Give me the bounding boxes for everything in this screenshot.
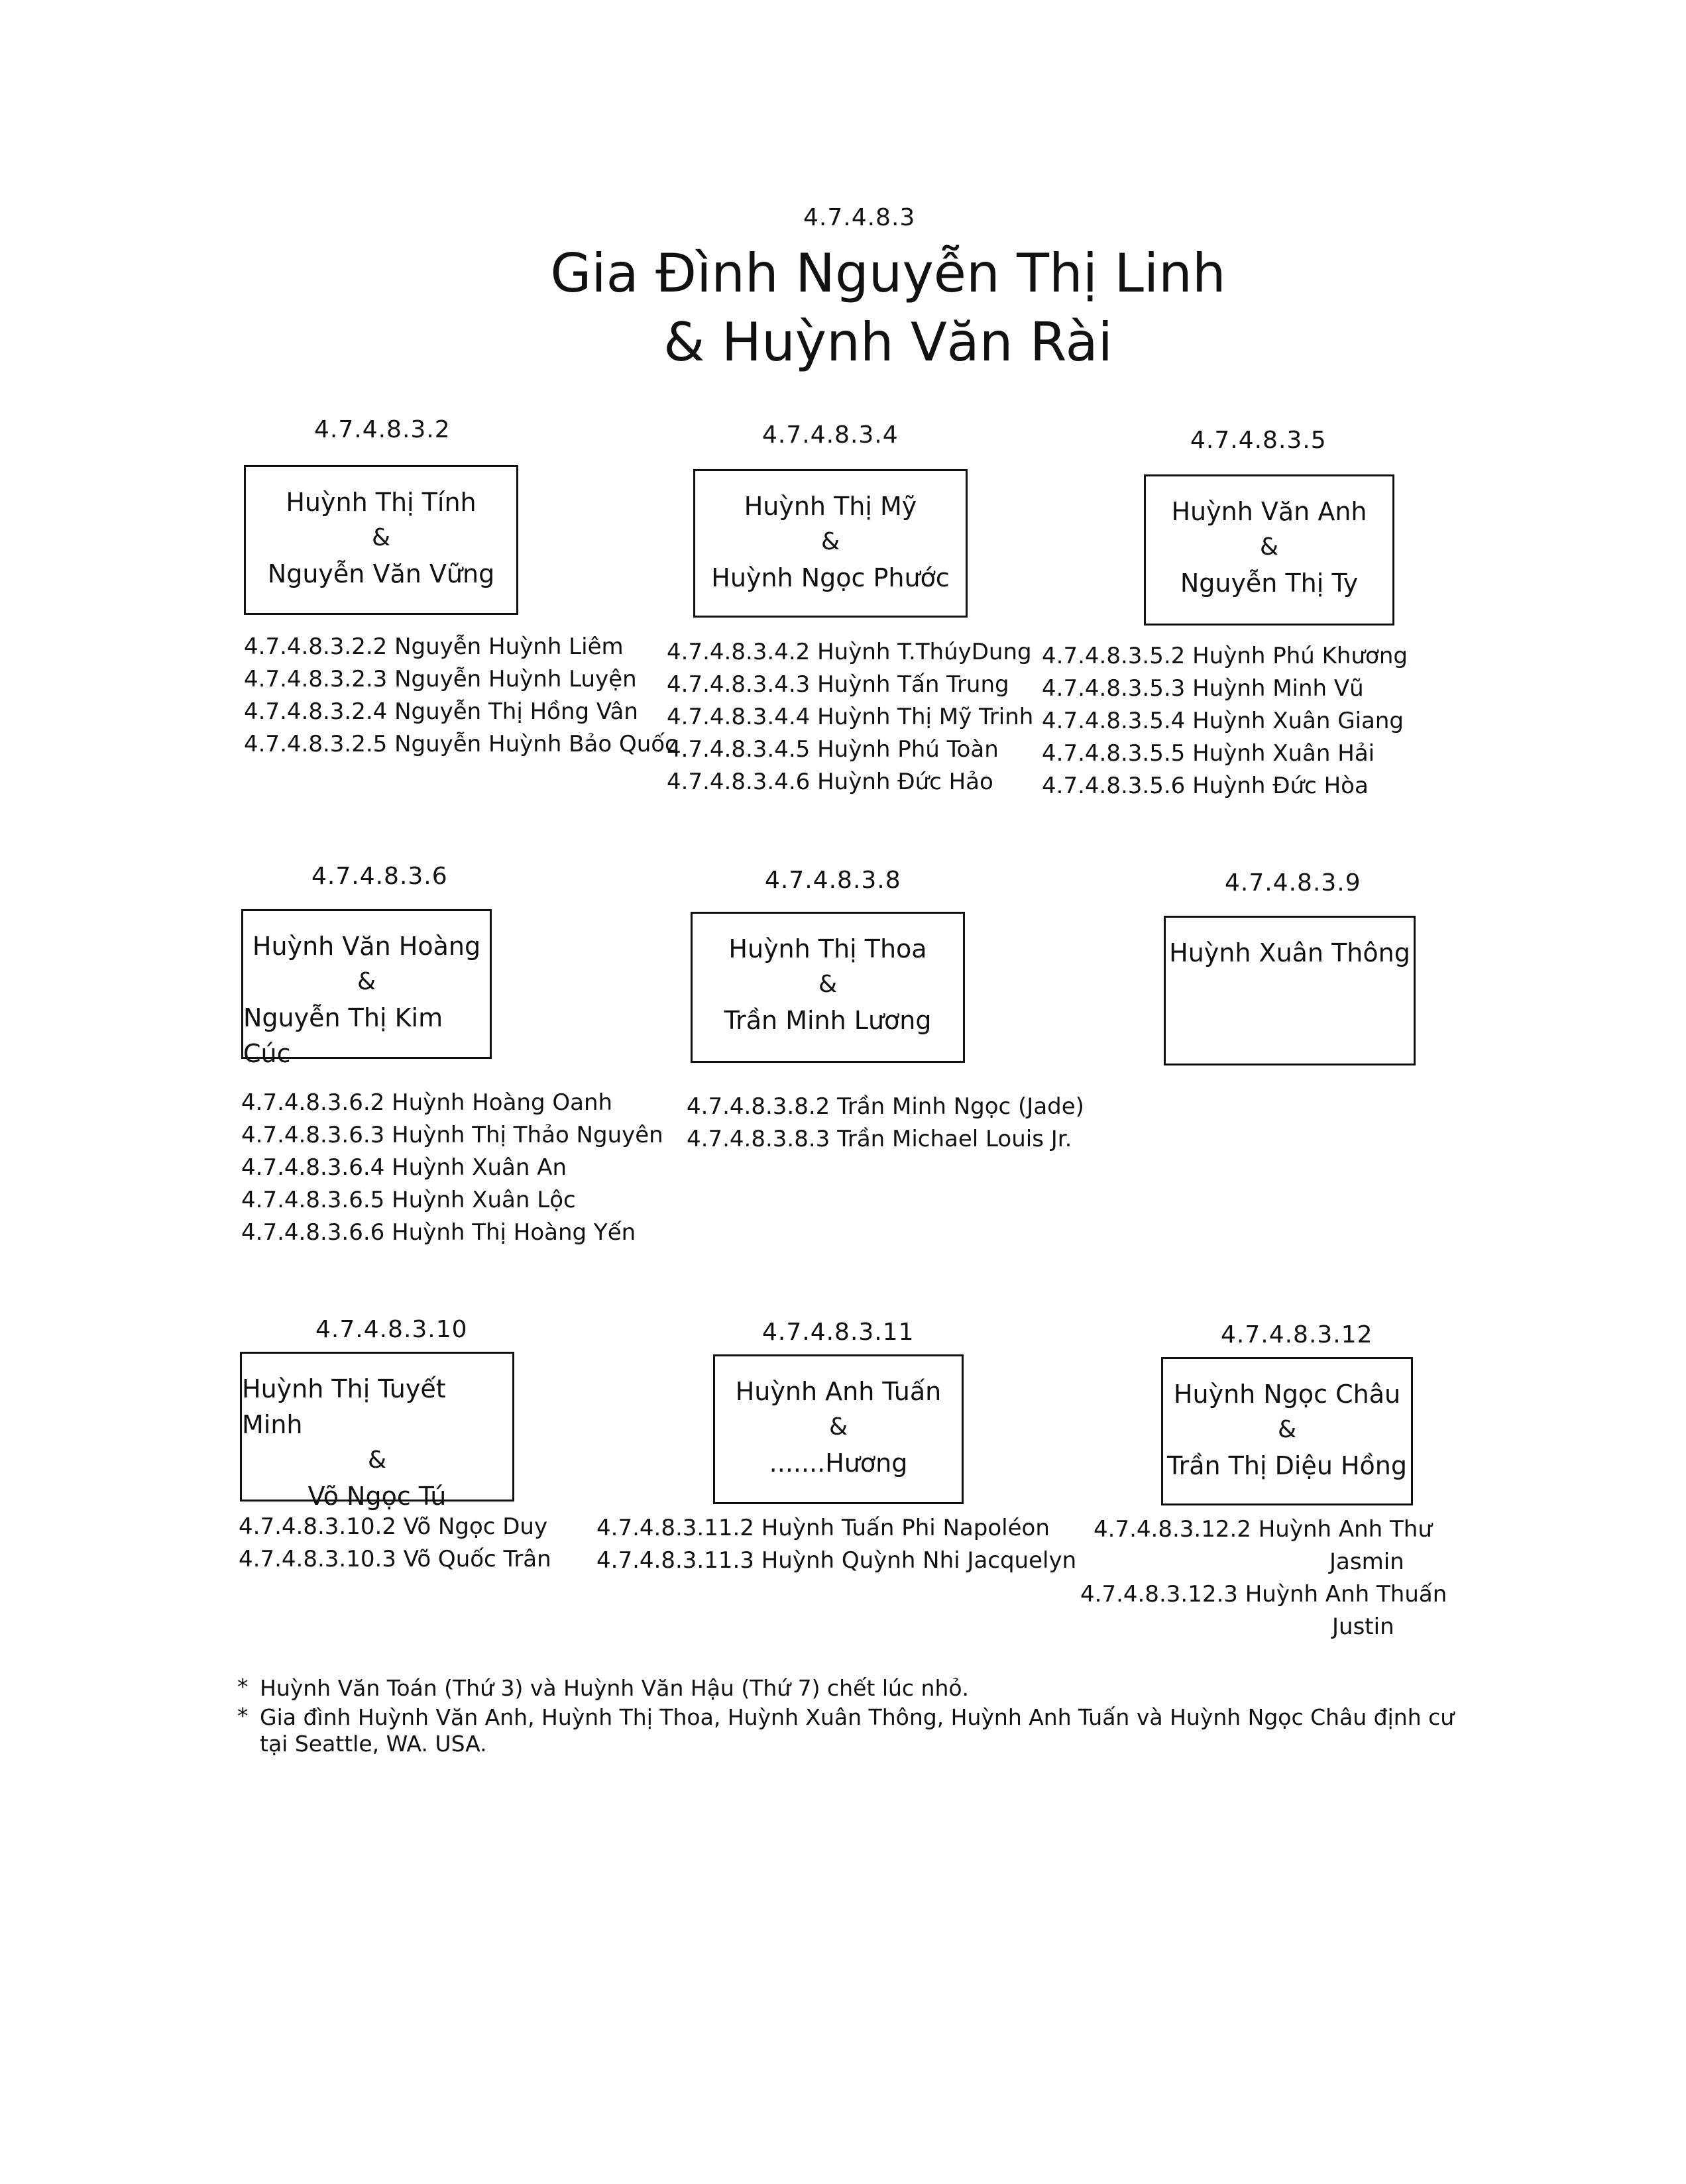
- family-box: [240, 1352, 514, 1511]
- spouse-name: Huỳnh Thị Tuyết Minh: [242, 1374, 446, 1439]
- child-entry: 4.7.4.8.3.12.3 Huỳnh Anh Thuấn: [1080, 1581, 1447, 1608]
- family-box: [241, 909, 492, 1068]
- ampersand: &: [1277, 1416, 1297, 1443]
- family-code: 4.7.4.8.3.11: [762, 1319, 915, 1346]
- ampersand: &: [828, 1413, 848, 1441]
- footnotes: [237, 1675, 1470, 1760]
- family-code: 4.7.4.8.3.6: [311, 863, 448, 890]
- family-box: [244, 465, 518, 615]
- spouse-name: Trần Minh Lương: [724, 1006, 932, 1035]
- spouse-name: Võ Ngọc Tú: [308, 1482, 447, 1511]
- bullet-asterisk: *: [237, 1703, 249, 1729]
- spouse-name: Nguyễn Thị Kim Cúc: [243, 1003, 443, 1068]
- page-title-line2: & Huỳnh Văn Rài: [663, 311, 1113, 373]
- spouse-name: Huỳnh Thị Tính: [286, 488, 477, 517]
- family-box: [693, 469, 968, 618]
- child-entry: 4.7.4.8.3.11.3 Huỳnh Quỳnh Nhi Jacquelyn: [596, 1547, 1077, 1574]
- family-box: [1161, 1357, 1413, 1505]
- spouse-name: Huỳnh Xuân Thông: [1169, 938, 1410, 967]
- child-entry: 4.7.4.8.3.4.3 Huỳnh Tấn Trung: [667, 671, 1009, 698]
- children-list: [244, 631, 677, 761]
- family-code: 4.7.4.8.3.2: [314, 416, 451, 443]
- family-code: 4.7.4.8.3.9: [1225, 869, 1361, 897]
- spouse-name: Huỳnh Ngọc Châu: [1173, 1380, 1401, 1409]
- spouse-name: Huỳnh Văn Anh: [1171, 497, 1367, 526]
- family-code: 4.7.4.8.3.5: [1190, 427, 1327, 454]
- root-family-code: 4.7.4.8.3: [803, 204, 916, 231]
- children-list: [1080, 1578, 1447, 1643]
- child-entry: 4.7.4.8.3.11.2 Huỳnh Tuấn Phi Napoléon: [596, 1515, 1050, 1541]
- ampersand: &: [820, 528, 840, 555]
- child-entry: 4.7.4.8.3.12.2 Huỳnh Anh Thư: [1094, 1516, 1432, 1543]
- child-entry: 4.7.4.8.3.6.6 Huỳnh Thị Hoàng Yến: [241, 1219, 636, 1246]
- child-entry: 4.7.4.8.3.4.4 Huỳnh Thị Mỹ Trinh: [667, 704, 1034, 730]
- child-entry: 4.7.4.8.3.4.6 Huỳnh Đức Hảo: [667, 769, 993, 795]
- spouse-name: .......Hương: [769, 1448, 908, 1478]
- children-list: [241, 1087, 663, 1249]
- children-list: [667, 636, 1033, 798]
- family-box: [713, 1354, 964, 1504]
- spouse-name: Huỳnh Ngọc Phước: [711, 563, 950, 592]
- spouse-name: Huỳnh Thị Thoa: [728, 934, 927, 963]
- family-code: 4.7.4.8.3.10: [315, 1316, 468, 1343]
- child-entry: 4.7.4.8.3.5.6 Huỳnh Đức Hòa: [1042, 773, 1369, 799]
- child-entry: 4.7.4.8.3.2.4 Nguyễn Thị Hồng Vân: [244, 698, 638, 725]
- bullet-asterisk: *: [237, 1674, 249, 1700]
- child-entry: 4.7.4.8.3.6.4 Huỳnh Xuân An: [241, 1154, 567, 1181]
- spouse-name: Huỳnh Văn Hoàng: [252, 932, 481, 961]
- child-entry: 4.7.4.8.3.5.5 Huỳnh Xuân Hải: [1042, 740, 1375, 767]
- child-entry: 4.7.4.8.3.2.2 Nguyễn Huỳnh Liêm: [244, 633, 624, 660]
- child-entry: 4.7.4.8.3.4.2 Huỳnh T.ThúyDung: [667, 639, 1032, 665]
- spouse-name: Trần Thị Diệu Hồng: [1166, 1451, 1408, 1480]
- family-box: [1164, 916, 1416, 1065]
- child-entry: 4.7.4.8.3.2.3 Nguyễn Huỳnh Luyện: [244, 666, 637, 692]
- child-entry: 4.7.4.8.3.4.5 Huỳnh Phú Toàn: [667, 736, 999, 763]
- spouse-name: Nguyễn Văn Vững: [267, 559, 495, 588]
- child-entry-continuation: Jasmin: [1329, 1549, 1404, 1575]
- footnote-text: Huỳnh Văn Toán (Thứ 3) và Huỳnh Văn Hậu (Thứ 7) chết lúc nhỏ.: [260, 1675, 970, 1701]
- children-list: [239, 1511, 551, 1576]
- ampersand: &: [818, 971, 838, 998]
- footnote-text: Gia đình Huỳnh Văn Anh, Huỳnh Thị Thoa, Huỳnh Xuân Thông, Huỳnh Anh Tuấn và Huỳnh Ngọc Châu định cư tại Seattle, WA. USA.: [260, 1704, 1455, 1757]
- ampersand: &: [367, 1447, 387, 1474]
- child-entry: 4.7.4.8.3.10.3 Võ Quốc Trân: [239, 1546, 551, 1572]
- spouse-name: Nguyễn Thị Ty: [1180, 569, 1359, 598]
- footnote: [237, 1704, 1470, 1757]
- child-entry: 4.7.4.8.3.5.2 Huỳnh Phú Khương: [1042, 643, 1408, 669]
- children-list: [596, 1512, 1076, 1577]
- family-code: 4.7.4.8.3.8: [765, 867, 901, 894]
- spouse-name: Huỳnh Thị Mỹ: [744, 492, 917, 521]
- child-entry: 4.7.4.8.3.5.3 Huỳnh Minh Vũ: [1042, 675, 1364, 702]
- spouse-name: Huỳnh Anh Tuấn: [735, 1377, 942, 1406]
- child-entry: 4.7.4.8.3.8.2 Trần Minh Ngọc (Jade): [687, 1093, 1084, 1120]
- family-box: [1144, 474, 1394, 626]
- child-entry: 4.7.4.8.3.6.2 Huỳnh Hoàng Oanh: [241, 1089, 613, 1116]
- footnote: [237, 1675, 1470, 1702]
- child-entry: 4.7.4.8.3.10.2 Võ Ngọc Duy: [239, 1513, 548, 1540]
- children-list: [1042, 640, 1408, 802]
- child-entry: 4.7.4.8.3.8.3 Trần Michael Louis Jr.: [687, 1126, 1072, 1152]
- children-list: [687, 1091, 1084, 1156]
- ampersand: &: [371, 524, 391, 551]
- family-code: 4.7.4.8.3.12: [1221, 1321, 1373, 1348]
- family-box: [691, 912, 965, 1063]
- child-entry: 4.7.4.8.3.6.5 Huỳnh Xuân Lộc: [241, 1187, 576, 1213]
- children-list: [1094, 1513, 1432, 1578]
- child-entry: 4.7.4.8.3.5.4 Huỳnh Xuân Giang: [1042, 708, 1404, 734]
- ampersand: &: [357, 968, 376, 995]
- child-entry: 4.7.4.8.3.6.3 Huỳnh Thị Thảo Nguyên: [241, 1122, 663, 1148]
- family-code: 4.7.4.8.3.4: [762, 421, 899, 449]
- page-title-line1: Gia Đình Nguyễn Thị Linh: [550, 243, 1226, 304]
- ampersand: &: [1259, 533, 1279, 561]
- child-entry-continuation: Justin: [1332, 1613, 1394, 1640]
- child-entry: 4.7.4.8.3.2.5 Nguyễn Huỳnh Bảo Quốc: [244, 731, 677, 757]
